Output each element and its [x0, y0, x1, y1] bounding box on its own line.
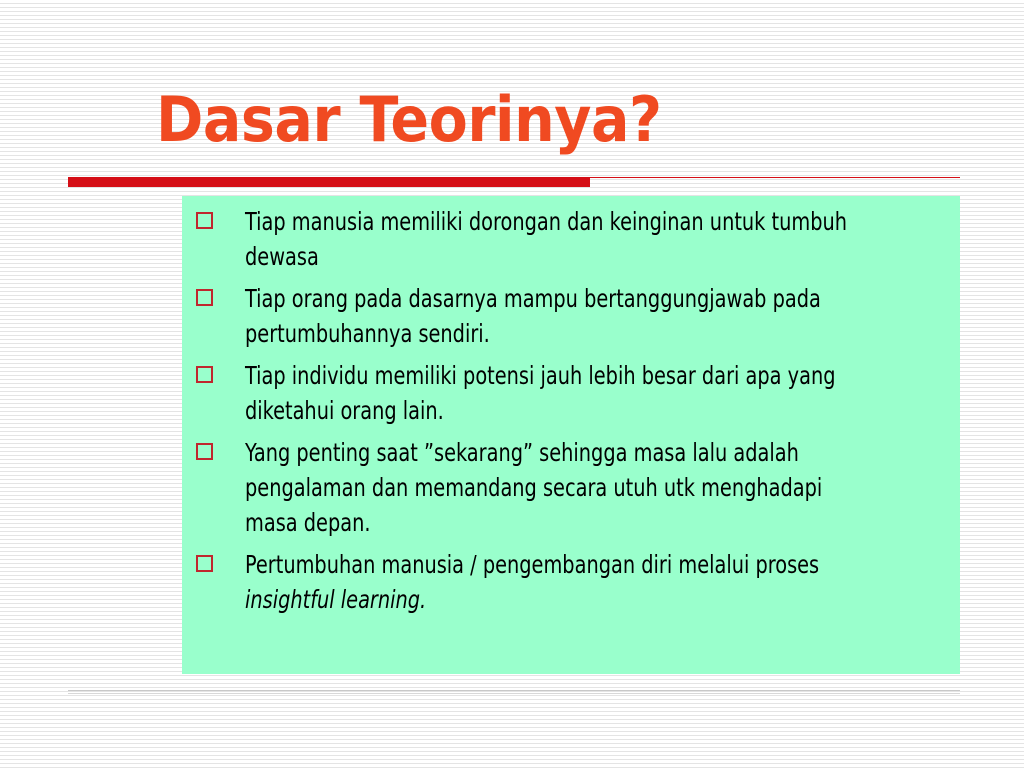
bullet-item	[196, 281, 946, 351]
bullet-text: Tiap individu memiliki potensi jauh lebih besar dari apa yang diketahui orang lain.	[245, 361, 836, 425]
bullet-item	[196, 547, 946, 617]
bullet-text-main: Pertumbuhan manusia / pengembangan diri melalui proses	[245, 550, 820, 579]
bullet-item	[196, 204, 946, 274]
hollow-square-bullet-icon	[196, 443, 213, 460]
footer-divider	[68, 690, 960, 691]
bullet-item	[196, 435, 946, 540]
hollow-square-bullet-icon	[196, 366, 213, 383]
bullet-text: Tiap manusia memiliki dorongan dan keinginan untuk tumbuh dewasa	[245, 207, 848, 271]
bullet-item	[196, 358, 946, 428]
slide-title: Dasar Teorinya?	[156, 83, 662, 156]
hollow-square-bullet-icon	[196, 212, 213, 229]
hollow-square-bullet-icon	[196, 289, 213, 306]
bullet-list	[196, 204, 946, 617]
bullet-text-italic: insightful learning.	[245, 585, 427, 614]
title-underline	[68, 177, 590, 187]
footer-divider-secondary	[68, 693, 960, 694]
title-underline-thin	[590, 177, 960, 178]
bullet-text: Tiap orang pada dasarnya mampu bertanggungjawab pada pertumbuhannya sendiri.	[245, 284, 821, 348]
content-panel	[182, 196, 960, 674]
hollow-square-bullet-icon	[196, 555, 213, 572]
bullet-text: Yang penting saat ”sekarang” sehingga masa lalu adalah pengalaman dan memandang secara utuh utk menghadapi masa depan.	[245, 438, 823, 537]
bullet-text	[245, 547, 848, 617]
